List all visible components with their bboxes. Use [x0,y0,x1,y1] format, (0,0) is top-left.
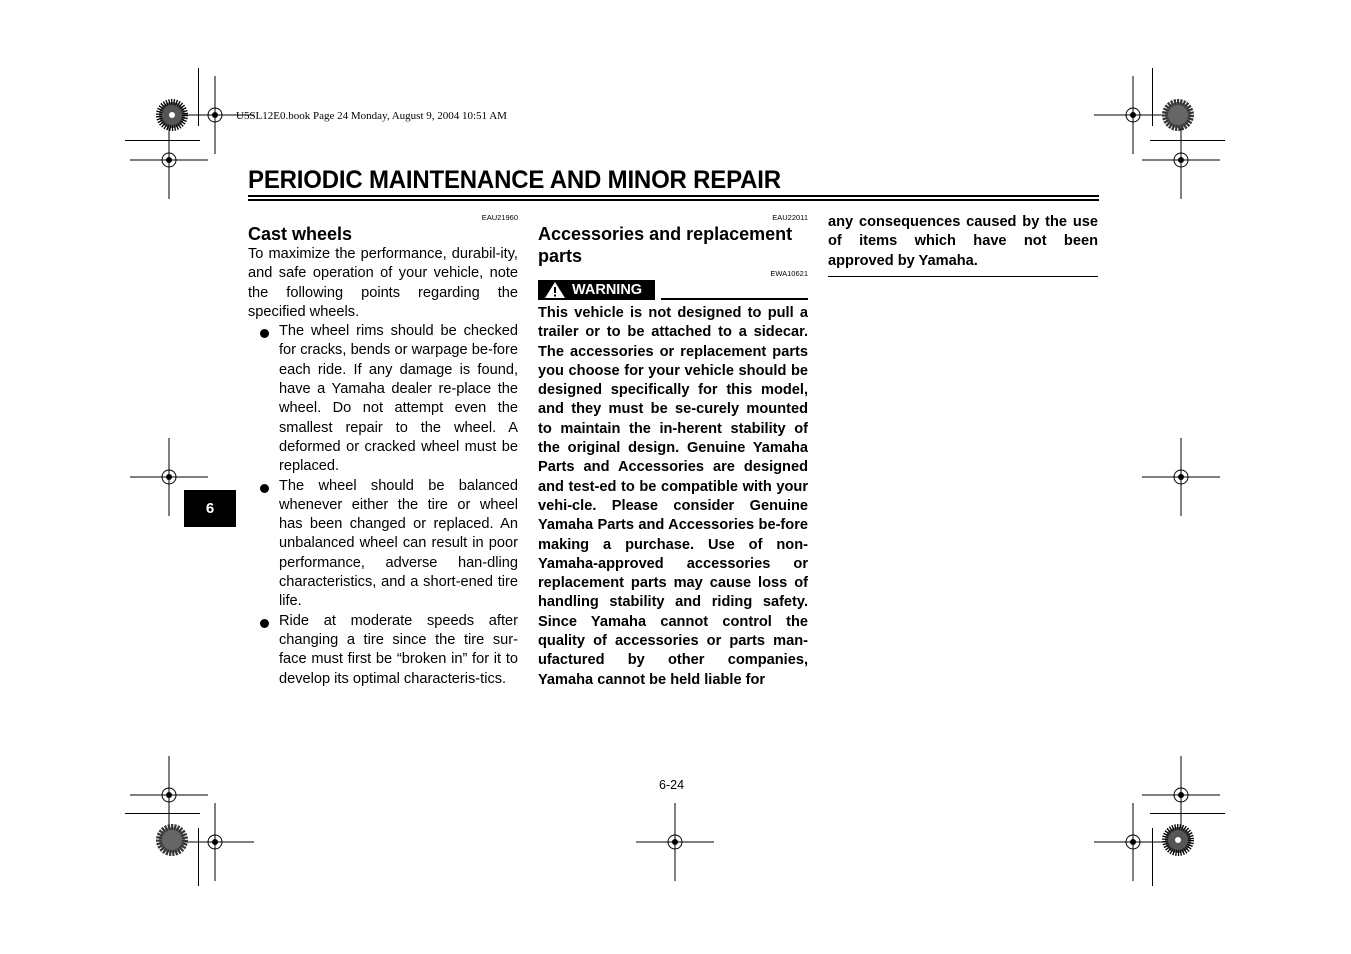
star-target-icon [1165,102,1191,128]
warning-header [538,280,808,304]
warning-label: WARNING [572,282,643,298]
chapter-tab: 6 [184,490,236,527]
bullet-icon [260,329,269,338]
warning-triangle-icon [544,281,566,299]
list-item [248,477,518,612]
section-code: EAU21960 [481,213,518,222]
list-item [248,322,518,476]
warning-badge [538,280,655,300]
warning-end-rule [828,276,1098,277]
intro-paragraph: To maximize the performance, durabil-ity, and safe operation of your vehicle, note the following points regarding the specified wheels. [248,246,518,320]
bullet-list [248,322,518,689]
page-number: 6-24 [659,778,685,792]
section-code: EAU22011 [772,213,808,222]
section-heading: Accessories and replacement parts [538,224,793,266]
page-title: PERIODIC MAINTENANCE AND MINOR REPAIR [248,166,781,194]
warning-text: This vehicle is not designed to pull a trailer or to be attached to a sidecar. The accessories or replacement parts you choose for your vehicle should be designed specifically for this model, and they must be se-curely mounted to maintain the in-herent stability of the original design. Genuine Yamaha Parts and Accessories are designed and test-ed to be compatible with your vehi-cle. Please consider Genuine Yamaha Parts and Accessories be-fore making a purchase. Use of non-Yamaha-approved accessories or replacement parts may cause loss of handling stability and riding safety. Since Yamaha cannot control the quality of accessories or parts man-ufactured by other companies, Yamaha cannot be held liable for [538,305,808,688]
warning-code: EWA10621 [770,269,808,278]
warning-rule [661,298,808,300]
star-target-icon [1165,827,1191,853]
bullet-text: The wheel should be balanced whenever either the tire or wheel has been changed or replaced. An unbalanced wheel can result in poor performance, adverse han-dling characteristics, and a short-ened tire life. [279,477,518,610]
title-rule-top [248,195,1099,197]
bullet-text: The wheel rims should be checked for cracks, bends or warpage be-fore each ride. If any damage is found, have a Yamaha dealer re-place the wheel. Do not attempt even the smallest repair to the wheel. A deformed or cracked wheel must be replaced. [279,323,518,475]
bullet-icon [260,619,269,628]
list-item [248,612,518,689]
star-target-icon [159,102,185,128]
title-rule-bottom [248,199,1099,201]
bullet-icon [260,484,269,493]
cast-wheels-section [248,213,518,689]
section-heading: Cast wheels [248,224,353,244]
warning-continued-section [828,213,1098,277]
star-target-icon [159,827,185,853]
accessories-section [538,213,808,690]
bullet-text: Ride at moderate speeds after changing a tire since the tire sur-face must first be “broken in” for it to develop its optimal characteris-tics. [279,612,518,687]
print-info-header: U5SL12E0.book Page 24 Monday, August 9, 2004 10:51 AM [236,110,507,122]
warning-text-continued: any consequences caused by the use of items which have not been approved by Yamaha. [828,214,1098,269]
